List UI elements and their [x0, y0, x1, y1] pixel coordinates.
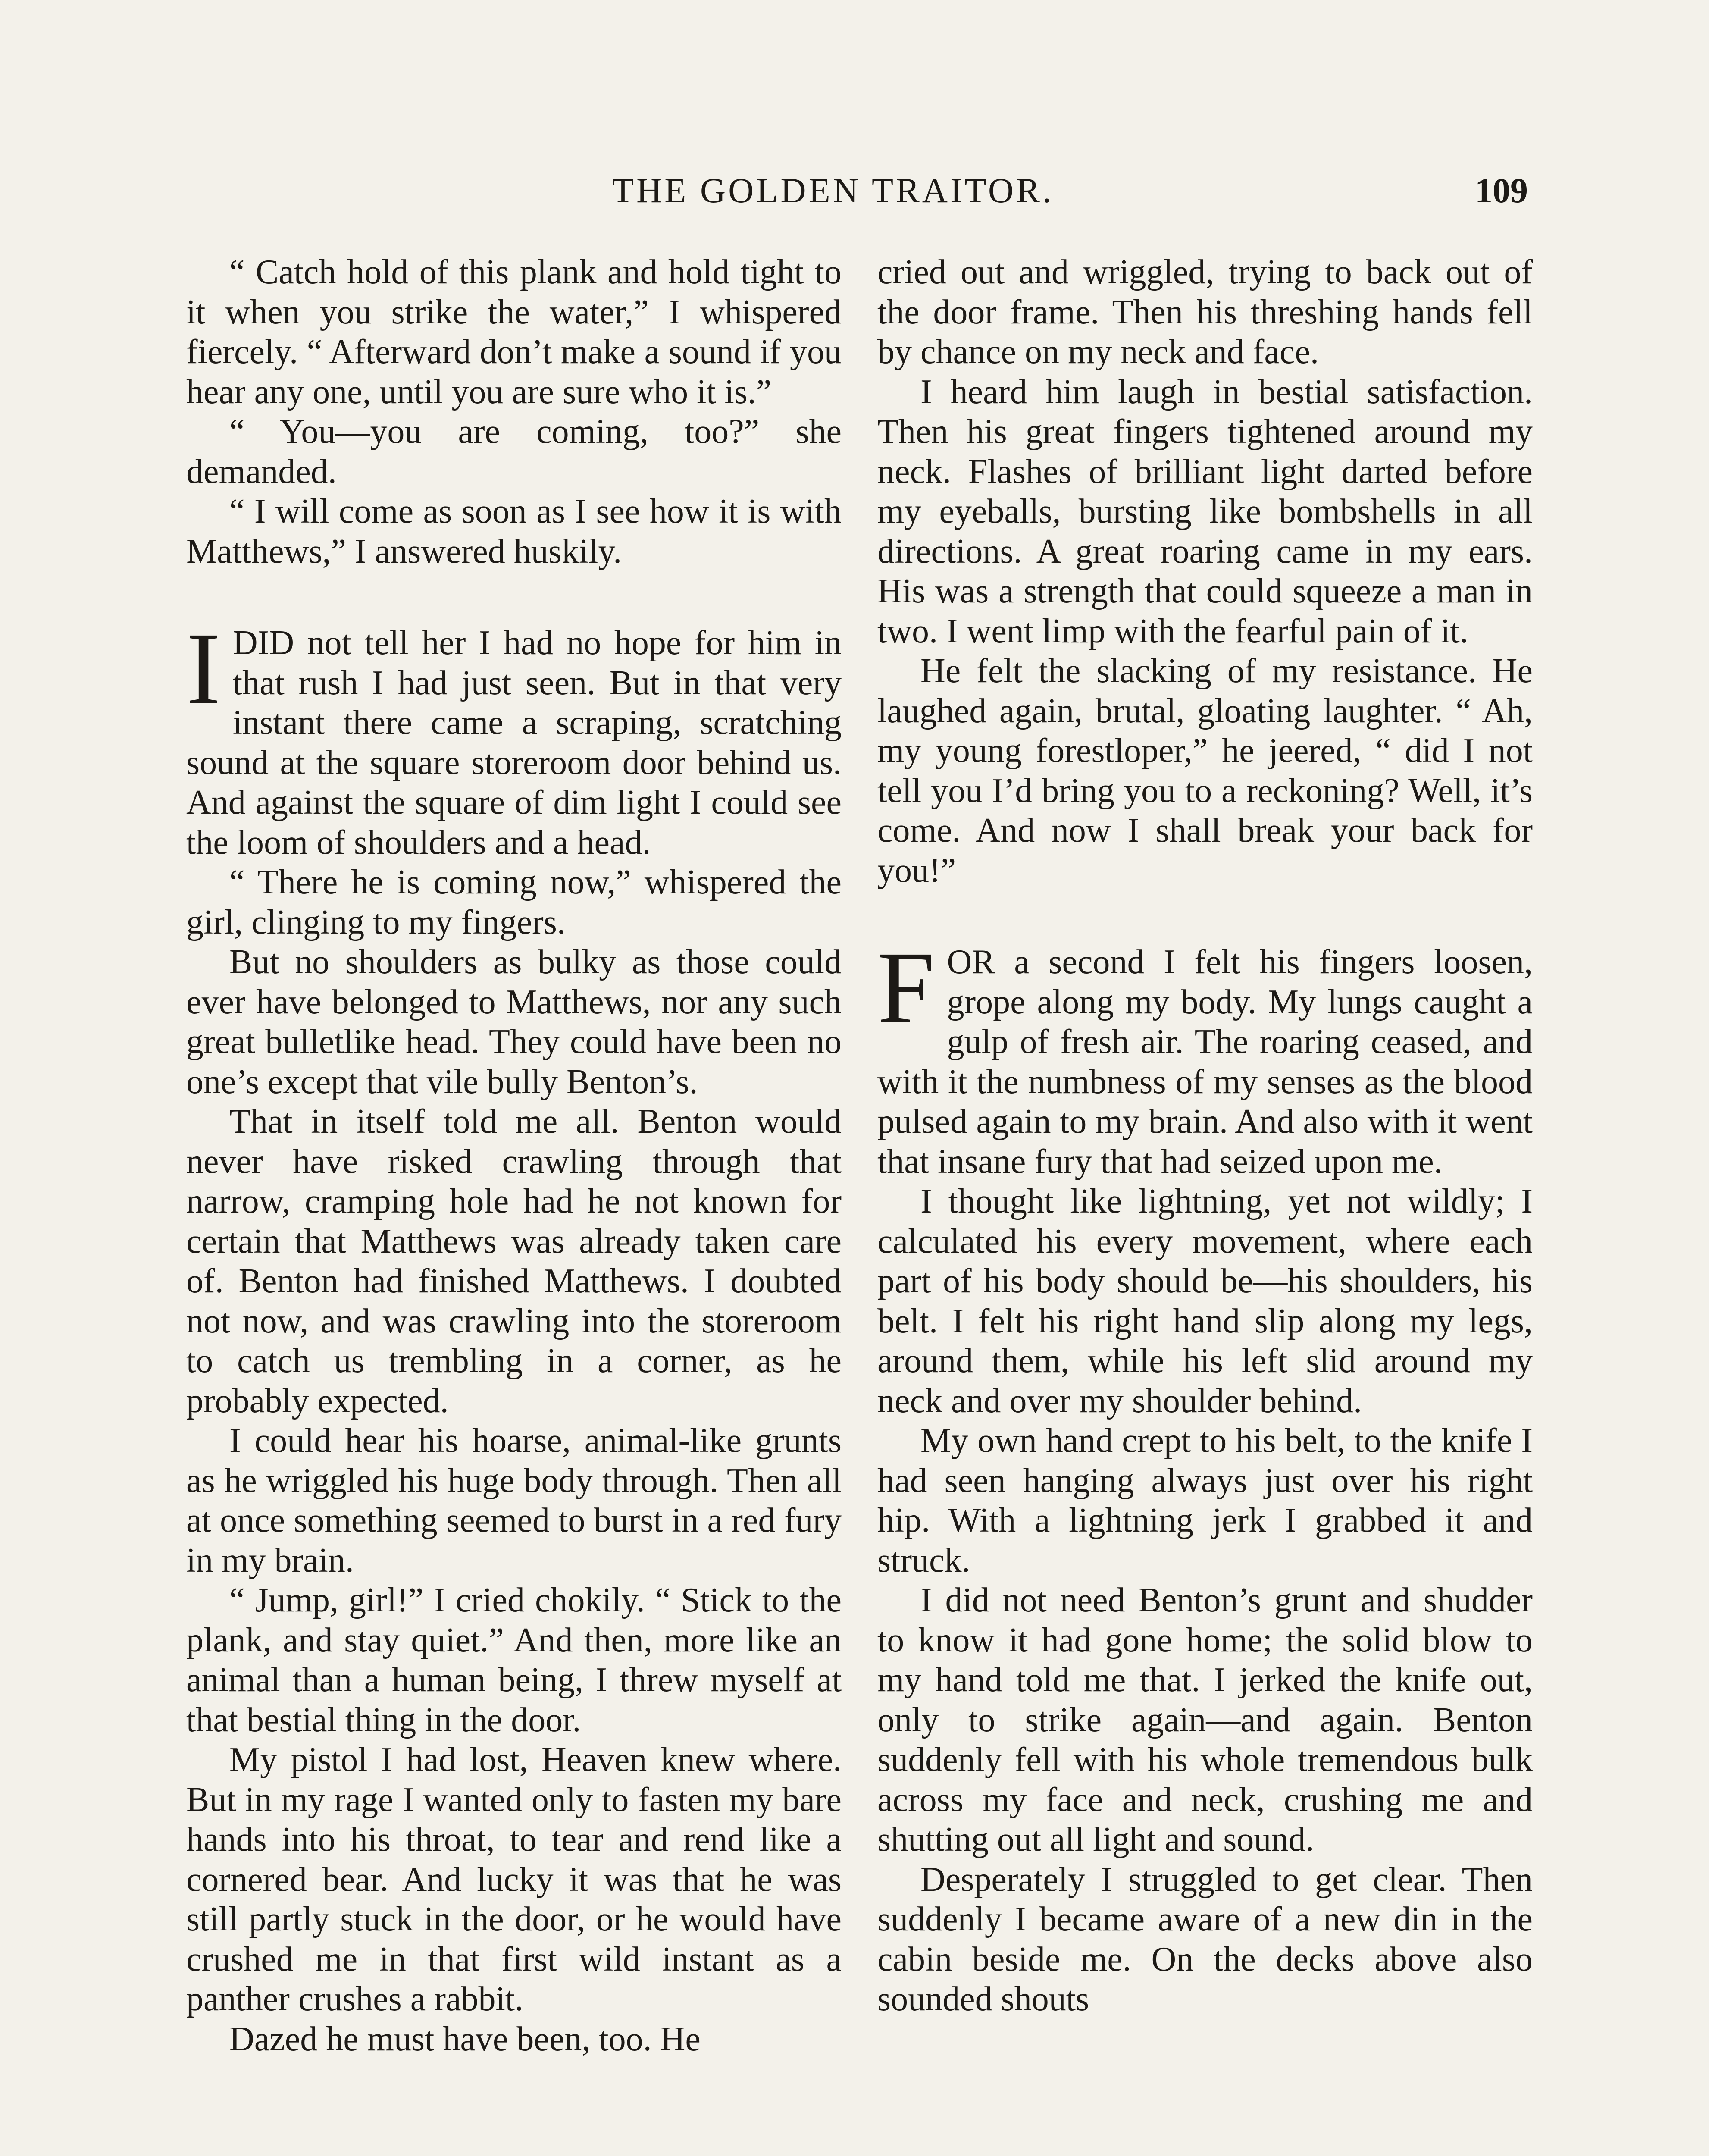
left-column [186, 252, 842, 2059]
running-header-title: THE GOLDEN TRAITOR. [612, 171, 1054, 210]
paragraph: “ Jump, girl!” I cried chokily. “ Stick to the plank, and stay quiet.” And then, more like an animal than a human being, I threw myself at that bestial thing in the door. [186, 1581, 842, 1739]
drop-cap-letter: I [186, 611, 221, 726]
paragraph: “ There he is coming now,” whispered the girl, clinging to my fingers. [186, 863, 842, 941]
paragraph: My own hand crept to his belt, to the knife I had seen hanging always just over his right hip. With a lightning jerk I grabbed it and struck. [877, 1422, 1533, 1579]
dropcap-first-word: OR [947, 943, 995, 981]
paragraph: But no shoulders as bulky as those could ever have belonged to Matthews, nor any such great bulletlike head. They could have been no one’s except that vile bully Benton’s. [186, 943, 842, 1101]
paragraph: That in itself told me all. Benton would never have risked crawling through that narrow, cramping hole had he not known for certain that Matthews was already taken care of. Benton had finished Matthews. I doubted not now, and was crawling into the storeroom to catch us trembling in a corner, as he probably expected. [186, 1103, 842, 1420]
paragraph: I heard him laugh in bestial satisfaction. Then his great fingers tightened around my neck. Flashes of brilliant light darted before my eyeballs, bursting like bombshells in all directions. A great roaring came in my ears. His was a strength that could squeeze a man in two. I went limp with the fearful pain of it. [877, 373, 1533, 650]
paragraph: My pistol I had lost, Heaven knew where. But in my rage I wanted only to fasten my bare hands into his throat, to tear and rend like a cornered bear. And lucky it was that he was still partly stuck in the door, or he would have crushed me in that first wild instant as a panther crushes a rabbit. [186, 1741, 842, 2018]
paragraph: He felt the slacking of my resistance. He laughed again, brutal, gloating laughter. “ Ah, my young forestloper,” he jeered, “ did I not tell you I’d bring you to a reckoning? Well, it’s come. And now I shall break your back for you!” [877, 652, 1533, 890]
paragraph-text: not tell her I had no hope for him in that rush I had just seen. But in that very instant there came a scraping, scratching sound at the square storeroom door behind us. And against the square of dim light I could see the loom of shoulders and a head. [186, 624, 842, 862]
paragraph: Dazed he must have been, too. He [229, 2020, 701, 2058]
paragraph: I did not need Benton’s grunt and shudder to know it had gone home; the solid blow to my hand told me that. I jerked the knife out, only to strike again—and again. Benton suddenly fell with his whole tremendous bulk across my face and neck, crushing me and shutting out all light and sound. [877, 1581, 1533, 1858]
drop-cap-letter: F [877, 930, 935, 1045]
paragraph: I could hear his hoarse, animal-like grunts as he wriggled his huge body through. Then all at once something seemed to burst in a red fury in my brain. [186, 1422, 842, 1579]
page-number: 109 [1475, 171, 1528, 210]
paragraph: I thought like lightning, yet not wildly; I calculated his every movement, where each part of his body should be—his shoulders, his belt. I felt his right hand slip along my legs, around them, while his left slid around my neck and over my shoulder behind. [877, 1182, 1533, 1420]
paragraph: Desperately I struggled to get clear. Then suddenly I became aware of a new din in the cabin beside me. On the decks above also sounded shouts [877, 1860, 1533, 2018]
dropcap-first-word: DID [232, 624, 294, 662]
paragraph: “ I will come as soon as I see how it is with Matthews,” I answered huskily. [186, 492, 842, 570]
paragraph: “ Catch hold of this plank and hold tight to it when you strike the water,” I whispered fiercely. “ Afterward don’t make a sound if you hear any one, until you are sure who it is.” [186, 253, 842, 411]
dropcap-paragraph [877, 930, 1533, 1181]
paragraph: “ You—you are coming, too?” she demanded. [186, 413, 842, 491]
dropcap-paragraph [186, 611, 842, 862]
paragraph: cried out and wriggled, trying to back out of the door frame. Then his threshing hands fell by chance on my neck and face. [877, 253, 1533, 371]
right-column [877, 252, 1533, 2019]
paragraph-text: a second I felt his fingers loosen, grope along my body. My lungs caught a gulp of fresh air. The roaring ceased, and with it the numbness of my senses as the blood pulsed again to my brain. And also with it went that insane fury that had seized upon me. [877, 943, 1533, 1181]
